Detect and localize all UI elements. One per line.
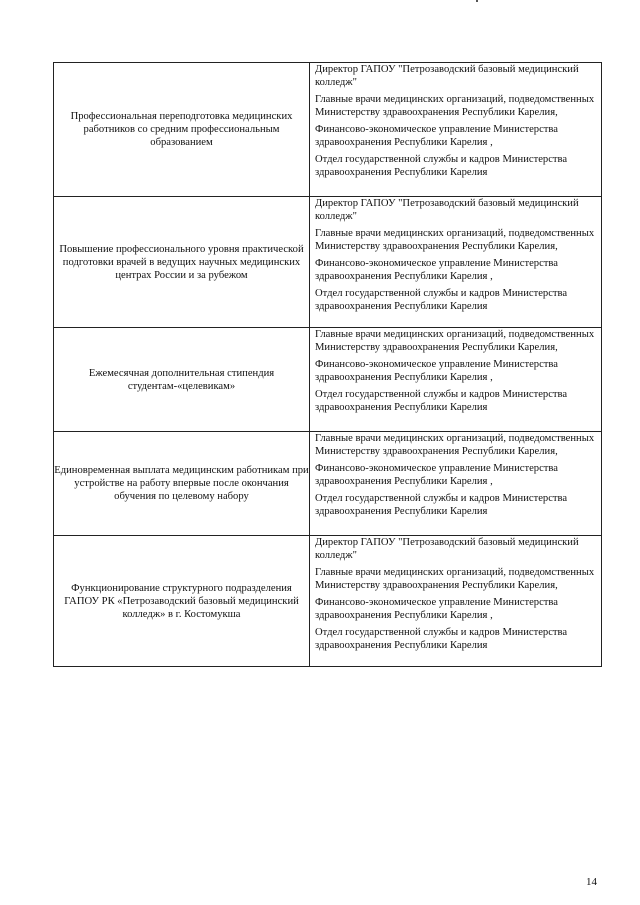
- responsible-cell: [310, 197, 602, 328]
- responsible-item: Отдел государственной службы и кадров Министерства здравоохранения Республики Карелия: [315, 627, 568, 651]
- responsible-item: Отдел государственной службы и кадров Министерства здравоохранения Республики Карелия: [315, 389, 568, 413]
- responsible-item: Главные врачи медицинских организаций, подведомственных Министерству здравоохранения Республики Карелия,: [315, 567, 595, 591]
- responsible-item: Директор ГАПОУ "Петрозаводский базовый медицинский колледж": [315, 64, 579, 88]
- responsible-cell: [310, 328, 602, 432]
- activity-cell: [54, 432, 310, 536]
- responsible-item: Отдел государственной службы и кадров Министерства здравоохранения Республики Карелия: [315, 493, 568, 517]
- responsible-item: Отдел государственной службы и кадров Министерства здравоохранения Республики Карелия: [315, 154, 568, 178]
- responsible-item: Финансово-экономическое управление Министерства здравоохранения Республики Карелия ,: [315, 597, 558, 621]
- responsible-item: Главные врачи медицинских организаций, подведомственных Министерству здравоохранения Республики Карелия,: [315, 329, 595, 353]
- table-row: [54, 197, 602, 328]
- responsible-item: Финансово-экономическое управление Министерства здравоохранения Республики Карелия ,: [315, 359, 558, 383]
- responsible-item: Финансово-экономическое управление Министерства здравоохранения Республики Карелия ,: [315, 124, 558, 148]
- activities-table: [53, 62, 602, 667]
- activity-cell: [54, 536, 310, 667]
- activity-cell: [54, 197, 310, 328]
- responsible-item: Главные врачи медицинских организаций, подведомственных Министерству здравоохранения Республики Карелия,: [315, 433, 595, 457]
- activity-text: Ежемесячная дополнительная стипендия студентам-«целевикам»: [88, 367, 275, 392]
- table-row: [54, 63, 602, 197]
- table-row: [54, 432, 602, 536]
- responsible-item: Директор ГАПОУ "Петрозаводский базовый медицинский колледж": [315, 537, 579, 561]
- activity-text: Профессиональная переподготовка медицинских работников со средним профессиональным образованием: [70, 111, 293, 148]
- activity-text: Функционирование структурного подразделения ГАПОУ РК «Петрозаводский базовый медицинский колледж» в г. Костомукша: [64, 582, 299, 620]
- responsible-item: Директор ГАПОУ "Петрозаводский базовый медицинский колледж": [315, 198, 579, 222]
- activity-cell: [54, 328, 310, 432]
- page-number: 14: [586, 876, 597, 888]
- responsible-item: Главные врачи медицинских организаций, подведомственных Министерству здравоохранения Республики Карелия,: [315, 94, 595, 118]
- responsible-cell: [310, 432, 602, 536]
- activity-cell: [54, 63, 310, 197]
- responsible-item: Отдел государственной службы и кадров Министерства здравоохранения Республики Карелия: [315, 288, 568, 312]
- activity-text: Повышение профессионального уровня практической подготовки врачей в ведущих научных медицинских центрах России и за рубежом: [59, 243, 304, 281]
- responsible-cell: [310, 63, 602, 197]
- responsible-item: Финансово-экономическое управление Министерства здравоохранения Республики Карелия ,: [315, 258, 558, 282]
- responsible-item: Главные врачи медицинских организаций, подведомственных Министерству здравоохранения Республики Карелия,: [315, 228, 595, 252]
- table-row: [54, 536, 602, 667]
- responsible-item: Финансово-экономическое управление Министерства здравоохранения Республики Карелия ,: [315, 463, 558, 487]
- activity-text: Единовременная выплата медицинским работникам при устройстве на работу впервые после окончания обучения по целевому набору: [54, 465, 309, 502]
- responsible-cell: [310, 536, 602, 667]
- scan-speck: [476, 0, 478, 2]
- table-row: [54, 328, 602, 432]
